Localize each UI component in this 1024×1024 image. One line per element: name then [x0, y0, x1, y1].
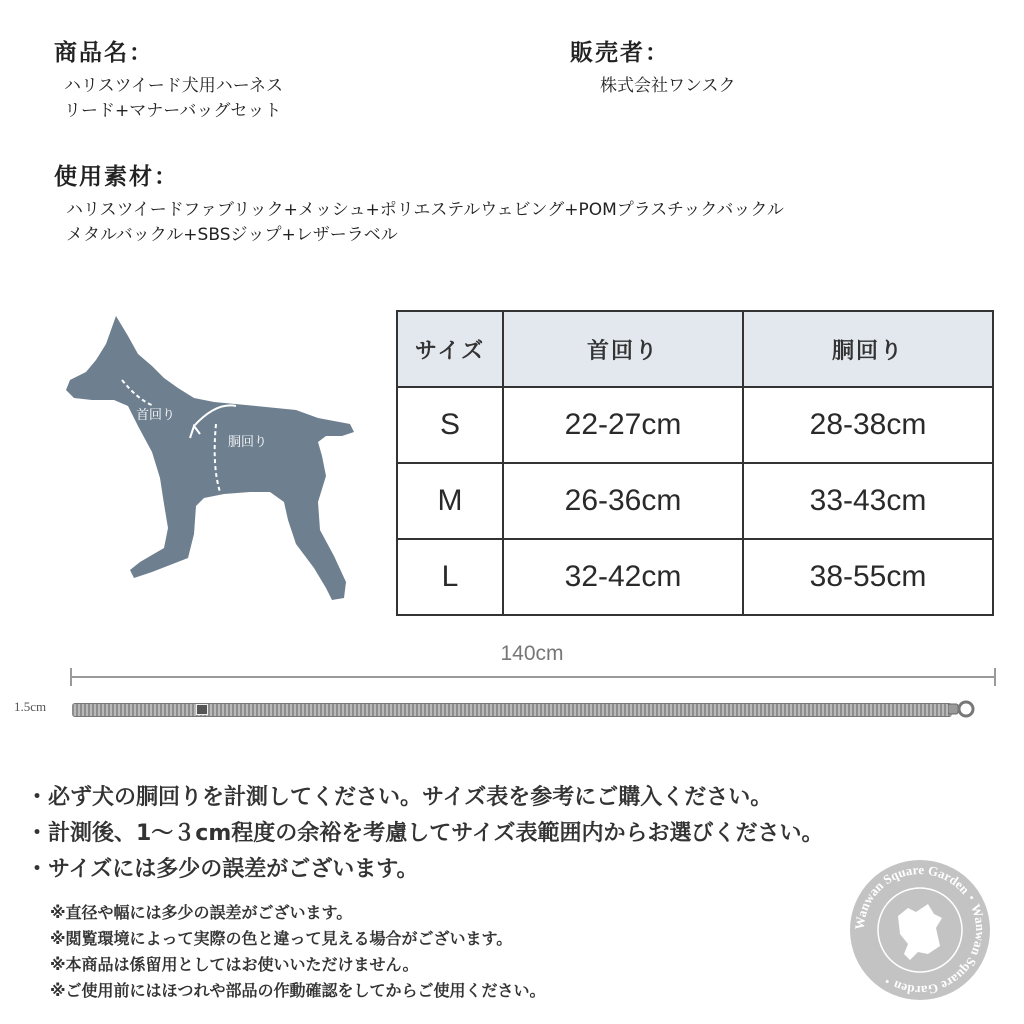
chest-label: 胴回り — [228, 435, 268, 450]
header-neck: 首回り — [503, 311, 743, 387]
dimension-tick — [70, 668, 72, 686]
note-item: ※ご使用前にはほつれや部品の作動確認をしてからご使用ください。 — [50, 981, 546, 1000]
dog-silhouette-icon — [56, 306, 366, 606]
neck-cell: 26-36cm — [503, 463, 743, 539]
dimension-tick — [994, 668, 996, 686]
neck-cell: 32-42cm — [503, 539, 743, 615]
product-name — [64, 74, 283, 124]
neck-label: 首回り — [136, 408, 176, 423]
dimension-line — [70, 676, 996, 678]
leash-length-label: 140cm — [500, 642, 564, 665]
product-name-line: リード+マナーバッグセット — [64, 101, 282, 121]
material-heading: 使用素材： — [54, 164, 179, 190]
table-row — [397, 539, 993, 615]
material-line: ハリスツイードファブリック+メッシュ+ポリエステルウェビング+POMプラスチックバックル — [66, 200, 784, 220]
brand-logo — [848, 858, 992, 1002]
note-item: ※本商品は係留用としてはお使いいただけません。 — [50, 955, 419, 974]
bullet-item: ・必ず犬の胴回りを計測してください。サイズ表を参考にご購入ください。 — [26, 785, 773, 810]
chest-cell: 33-43cm — [743, 463, 993, 539]
leash-width-label: 1.5cm — [14, 699, 47, 714]
seller-heading: 販売者： — [570, 40, 670, 66]
bullet-item: ・計測後、1～３cm程度の余裕を考慮してサイズ表範囲内からお選びください。 — [26, 821, 824, 846]
bullet-item: ・サイズには多少の誤差がございます。 — [26, 857, 419, 882]
note-item: ※直径や幅には多少の誤差がございます。 — [50, 903, 353, 922]
header-chest: 胴回り — [743, 311, 993, 387]
chest-cell: 28-38cm — [743, 387, 993, 463]
size-cell: L — [397, 539, 503, 615]
size-table — [396, 310, 994, 616]
header-size: サイズ — [397, 311, 503, 387]
product-name-line: ハリスツイード犬用ハーネス — [64, 76, 283, 96]
material-list — [66, 198, 784, 248]
leash-label-tag — [196, 704, 208, 715]
product-heading: 商品名： — [54, 40, 154, 66]
bullet-list — [26, 780, 824, 888]
size-cell: M — [397, 463, 503, 539]
logo-ring-text: Wanwan Square Garden・Wanwan Square Garden・ — [851, 861, 989, 999]
chest-cell: 38-55cm — [743, 539, 993, 615]
leash-hook-icon — [948, 698, 976, 720]
material-line: メタルバックル+SBSジップ+レザーラベル — [66, 225, 398, 245]
note-item: ※閲覧環境によって実際の色と違って見える場合がございます。 — [50, 929, 513, 948]
neck-cell: 22-27cm — [503, 387, 743, 463]
note-list — [50, 900, 546, 1004]
table-header-row — [397, 311, 993, 387]
table-row — [397, 463, 993, 539]
size-cell: S — [397, 387, 503, 463]
table-row — [397, 387, 993, 463]
seller-name: 株式会社ワンスク — [600, 76, 736, 96]
